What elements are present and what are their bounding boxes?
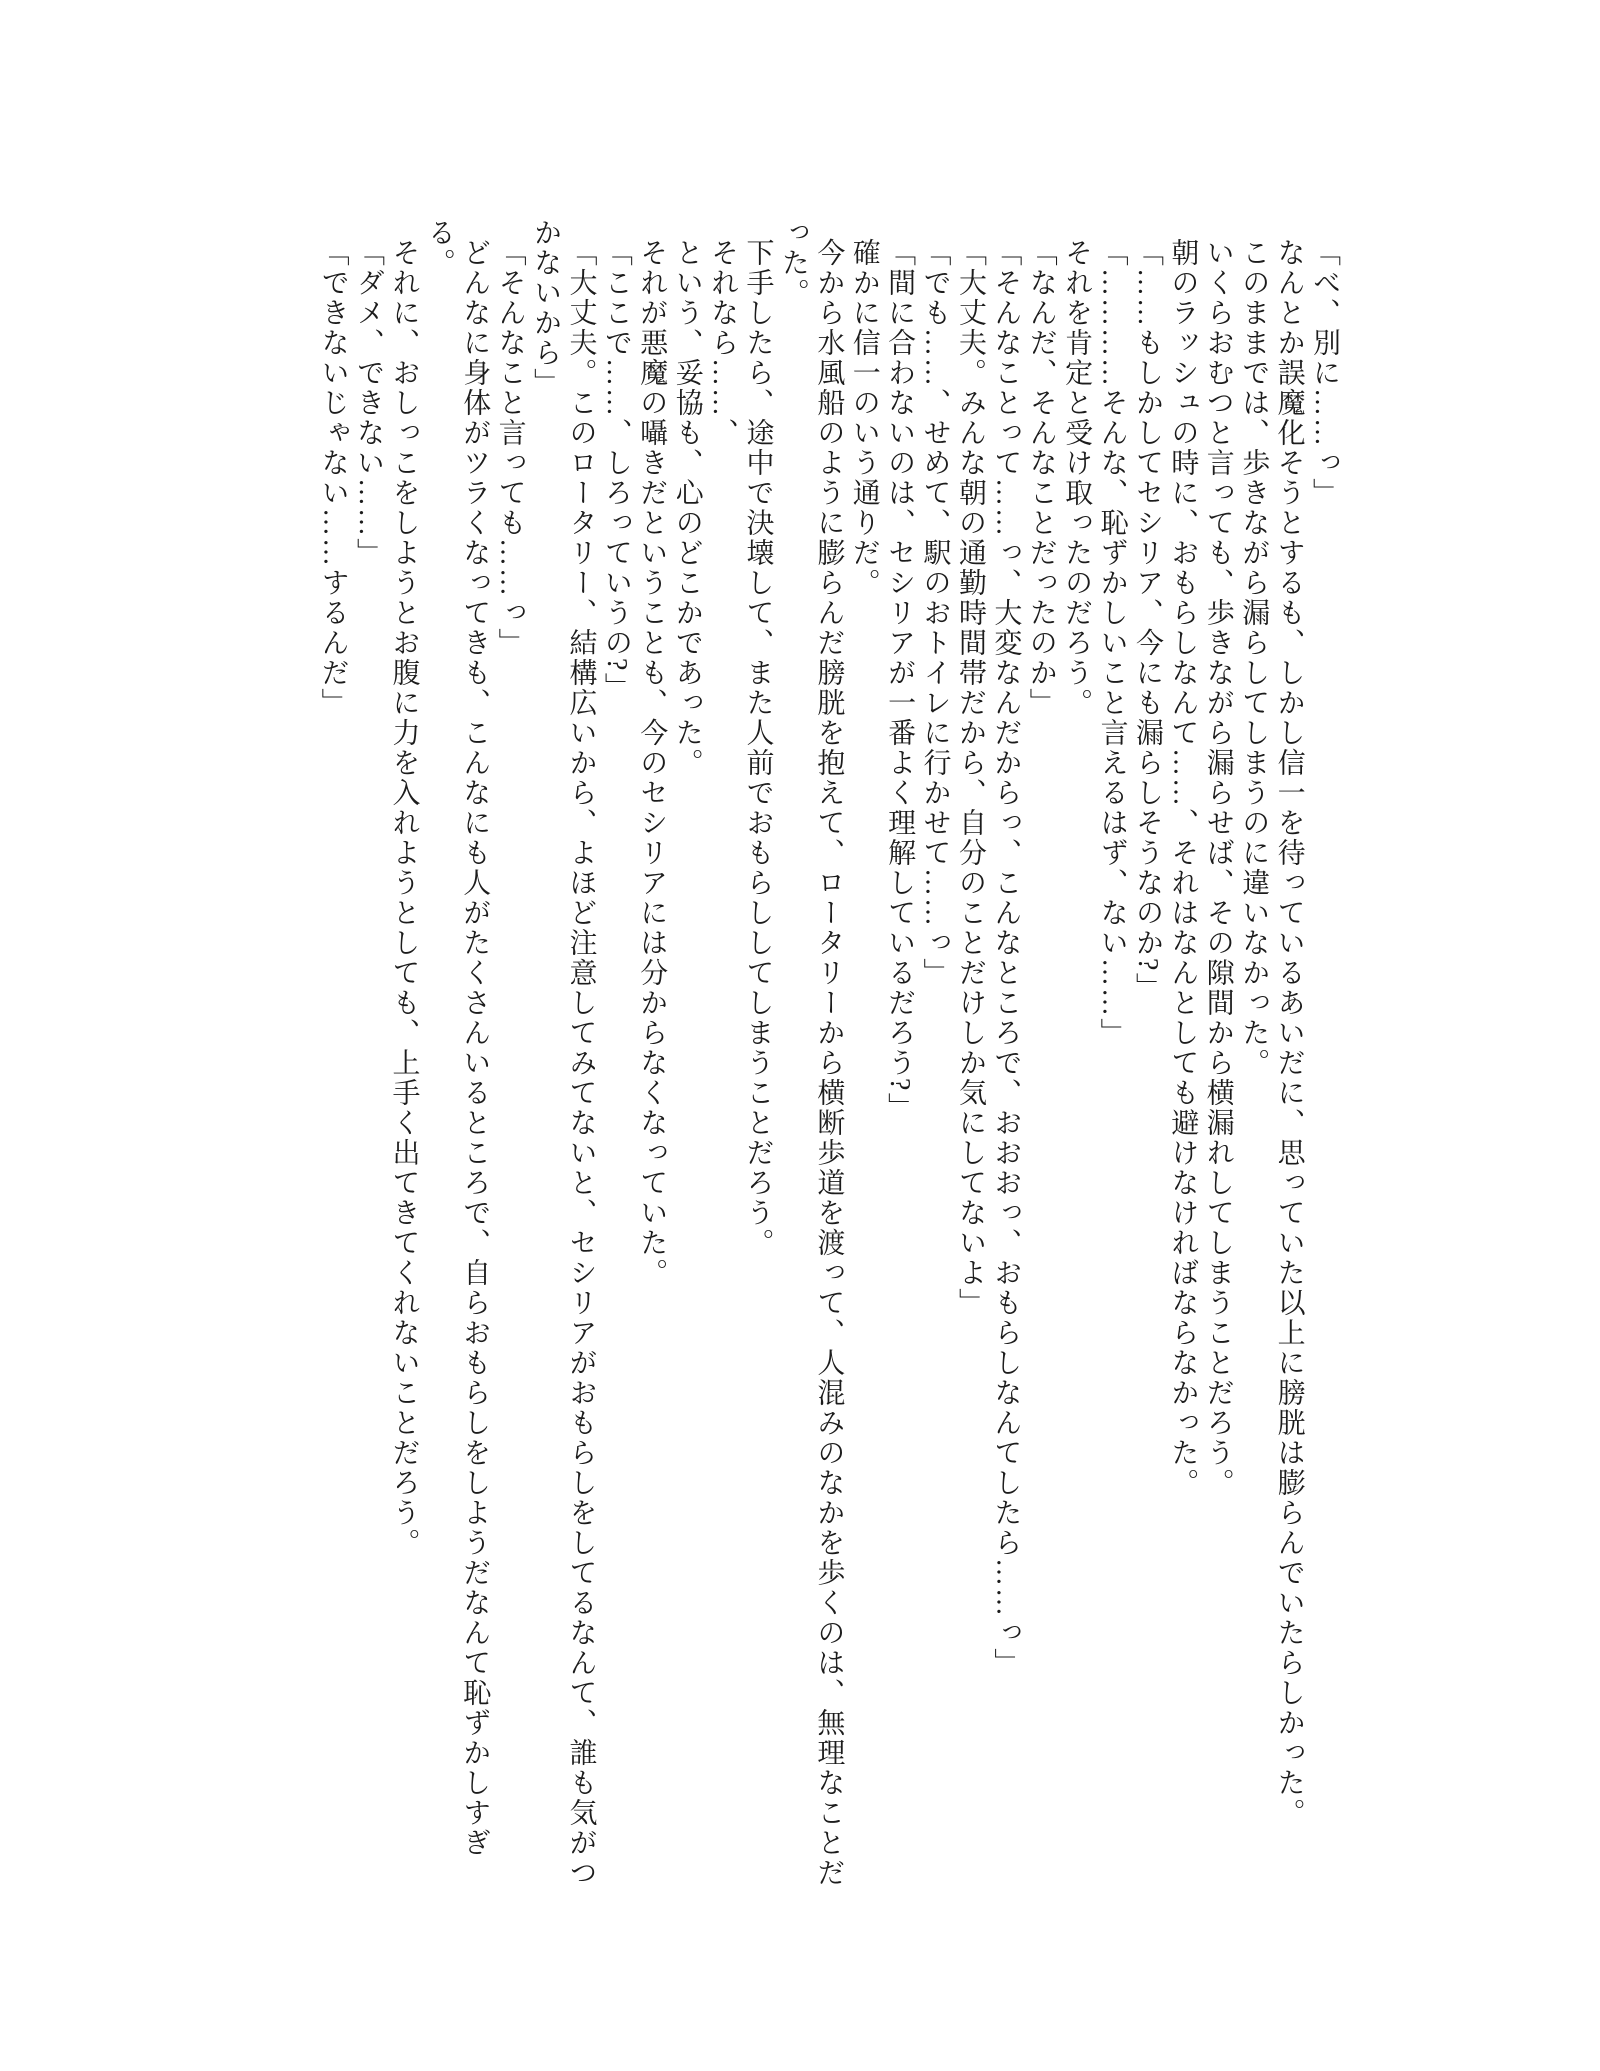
novel-line: このままでは、歩きながら漏らしてしまうのに違いなかった。 [1238, 238, 1270, 1078]
novel-line: それに、おしっこをしようとお腹に力を入れようとしても、上手く出てきてくれないことだろう。 [388, 238, 420, 1558]
novel-line: いくらおむつと言っても、歩きながら漏らせば、その隙間から横漏れしてしまうことだろう。 [1202, 238, 1234, 1498]
novel-line: 「大丈夫。このロータリー、結構広いから、よほど注意してみてないと、セシリアがおもらしをしてるなんて、誰も気がつかないから」 [530, 218, 597, 1888]
novel-line: どんなに身体がツラくなってきも、こんなにも人がたくさんいるところで、自らおもらしをしようだなんて恥ずかしすぎる。 [423, 218, 491, 1858]
novel-line: 「……もしかしてセシリア、今にも漏らしそうなのか?」 [1131, 238, 1163, 1003]
novel-line: 「でも……、せめて、駅のおトイレに行かせて……っ」 [919, 238, 951, 988]
novel-line: なんとか誤魔化そうとするも、しかし信一を待っているあいだに、思っていた以上に膀胱は膨らんでいたらしかった。 [1273, 238, 1305, 1828]
novel-line: それなら……、 [707, 238, 739, 448]
novel-text-block [315, 218, 1342, 1890]
novel-line: 「大丈夫。みんな朝の通勤時間帯だから、自分のことだけしか気にしてないよ」 [954, 238, 986, 1318]
novel-line: 「できないじゃない……するんだ」 [317, 238, 349, 718]
novel-line: 「ここで……、しろっていうの?」 [600, 238, 632, 703]
novel-line: 「なんだ、そんなことだったのか」 [1025, 238, 1057, 718]
novel-line: 朝のラッシュの時に、おもらしなんて……、それはなんとしても避けなければならなかった。 [1167, 238, 1199, 1498]
novel-line: 確かに信一のいう通りだ。 [848, 238, 880, 598]
novel-line: それが悪魔の囁きだということも、今のセシリアには分からなくなっていた。 [636, 238, 668, 1288]
novel-line: 「べ、別に……っ」 [1309, 238, 1340, 508]
novel-line: 「間に合わないのは、セシリアが一番よく理解しているだろう?」 [884, 238, 916, 1123]
novel-line: 下手したら、途中で決壊して、また人前でおもらししてしまうことだろう。 [742, 238, 774, 1258]
novel-line: 今から水風船のように膨らんだ膀胱を抱えて、ロータリーから横断歩道を渡って、人混みのなかを歩くのは、無理なことだった。 [777, 218, 845, 1888]
novel-line: 「そんなことって……っ、大変なんだからっ、こんなところで、おおおっ、おもらしなんてしたら……っ」 [990, 238, 1022, 1678]
novel-line: という、妥協も、心のどこかであった。 [671, 238, 703, 778]
novel-line: 「ダメ、できない……」 [353, 238, 385, 568]
novel-line: 「…………そんな、恥ずかしいこと言えるはず、ない……」 [1096, 238, 1128, 1048]
novel-line: 「そんなこと言っても……っ」 [494, 238, 526, 658]
novel-line: それを肯定と受け取ったのだろう。 [1061, 238, 1093, 718]
